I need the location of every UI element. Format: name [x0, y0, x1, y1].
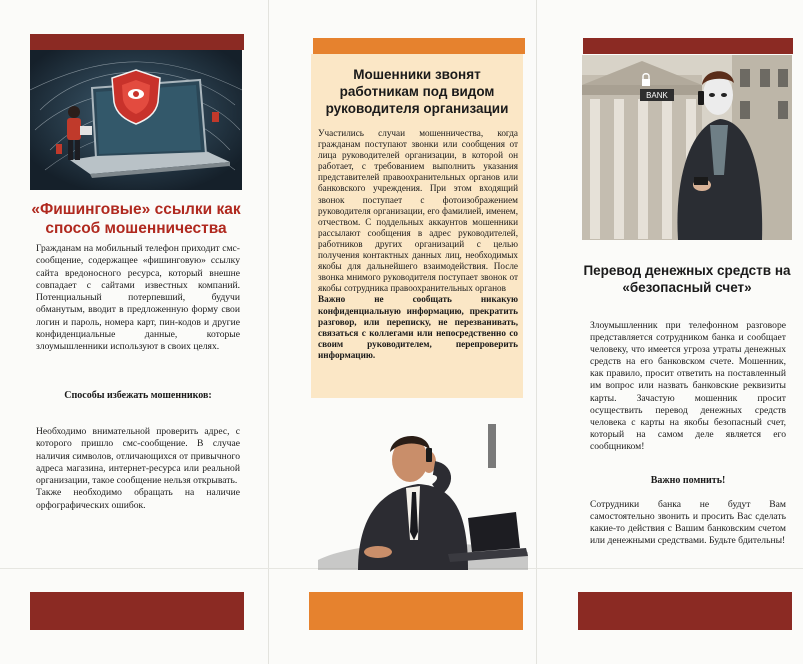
bottom-bar-right [578, 592, 792, 630]
middle-body-paragraph: Участились случаи мошенничества, когда гражданам поступают звонки или сообщения от лица руководителей организации, в которой он работает, с требованием выполнить указания представителей правоохранительных органов или банковского учреждения. При этом входящий звонок поступает с фотоизображением руководителя организации, его фамилией, именем, отчеством. С поддельных аккаунтов мошенники рассылают сообщения в адрес руководителей, работников других организаций с целью получения контактных данных лиц, необходимых якобы для дальнейшего взаимодействия. После звонка мнимого руководителя поступает звонок от якобы сотрудника правоохранительных органов [318, 128, 518, 294]
middle-body-text [318, 128, 518, 361]
right-title: Перевод денежных средств на «безопасный счет» [583, 263, 791, 295]
fold-line [536, 0, 537, 664]
left-advice-paragraph-2: Также необходимо обращать на наличие орфографических ошибок. [36, 487, 240, 511]
bottom-bar-left [30, 592, 244, 630]
right-warning-text: Сотрудники банка не будут Вам самостоятельно звонить и просить Вас сделать какие-то действия с Вашим банковским счетом или денежными средствами. Будьте бдительны! [590, 499, 786, 547]
right-body-text: Злоумышленник при телефонном разговоре представляется сотрудником банка и сообщает человеку, что имеется угроза утраты денежных средств на его банковском счете. Мошенник, как правило, просит ответить на поставленный им вопрос или назвать банковские реквизиты карты. Зачастую мошенник просит осуществить перевод денежных средств человека с карты на якобы безопасный счет, который на самом деле является его сообщником! [590, 320, 786, 452]
left-advice-text [36, 426, 240, 512]
top-bar-middle [313, 38, 525, 54]
bank-sign-label: BANK [646, 91, 668, 100]
left-advice-paragraph: Необходимо внимательной проверить адрес, с которого пришло смс-сообщение. В случае наличия символов, отличающихся от привычного адреса магазина, интернет-ресурса или реальной организации, такое сообщение нельзя открывать. [36, 426, 240, 487]
phishing-laptop-illustration [30, 50, 242, 190]
middle-warning-text: Важно не сообщать никакую конфиденциальную информацию, прекратить разговор, или переписку, не перезванивать, связаться с коллегами или непосредственно со своим руководителем, перепроверить информацию. [318, 294, 518, 360]
man-on-phone-illustration [318, 420, 528, 570]
top-bar-left [30, 34, 244, 50]
right-subheading: Важно помнить! [650, 475, 726, 486]
bottom-bar-middle [309, 592, 523, 630]
fold-line [268, 0, 269, 664]
bank-scammer-illustration [582, 55, 792, 240]
top-bar-right [583, 38, 793, 54]
left-title: «Фишинговые» ссылки как способ мошенничества [31, 201, 241, 237]
left-subheading: Способы избежать мошенников: [64, 390, 212, 401]
left-body-text: Гражданам на мобильный телефон приходит смс-сообщение, содержащее «фишинговую» ссылку сайта вредоносного ресурса, который внешне совпадает с сайтами известных компаний. Потенциальный потерпевший, будучи обманутым, вводит в предложенную форму свои логин и пароль, номера карт, пин-кодов и другие конфиденциальные данные, которые злоумышленники используют в своих целях. [36, 243, 240, 353]
middle-title: Мошенники звонят работникам под видом руководителя организации [325, 67, 509, 116]
